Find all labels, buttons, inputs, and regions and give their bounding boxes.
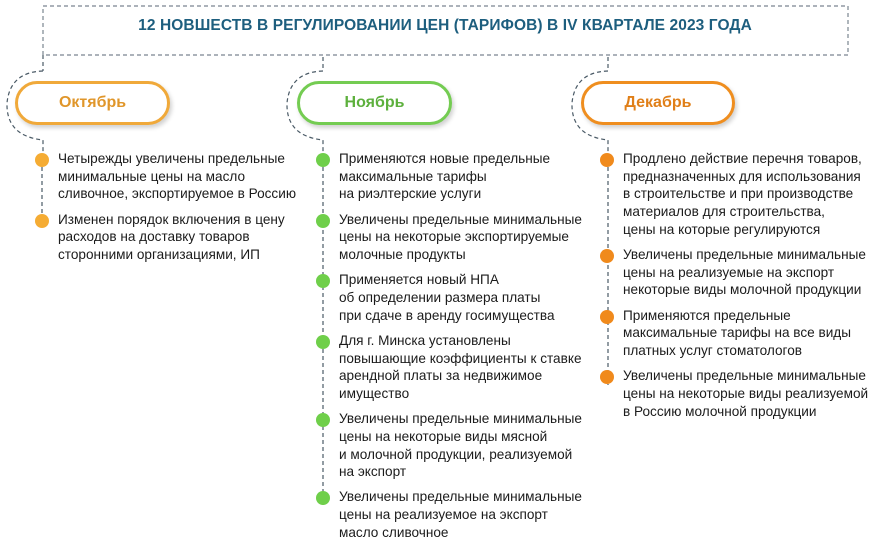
item-text: цены на некоторые виды реализуемой [623, 385, 869, 401]
item-text: цены на некоторые экспортируемые [339, 229, 569, 245]
item-text: Увеличены предельные минимальные [339, 489, 582, 505]
item-text: масло сливочное [339, 524, 449, 540]
item-text: Четырежды увеличены предельные [58, 151, 285, 166]
item-text: максимальные тарифы [339, 168, 487, 184]
item-text: повышающие коэффициенты к ставке [339, 350, 582, 366]
item-text: имущество [339, 385, 410, 401]
item-text: материалов для строительства, [623, 204, 825, 220]
list-item [600, 307, 886, 360]
item-text: Применяется новый НПА [339, 272, 499, 288]
item-text: об определении размера платы [339, 289, 541, 305]
bullet-dot-icon [316, 335, 330, 349]
item-text: Изменен порядок включения в цену [58, 211, 285, 227]
item-text: Увеличены предельные минимальные [339, 411, 582, 427]
bullet-dot-icon [316, 413, 330, 427]
item-text: Применяются новые предельные [339, 151, 551, 166]
item-text: на риэлтерские услуги [339, 186, 482, 202]
bullet-dot-icon [600, 153, 614, 167]
page-title: 12 НОВШЕСТВ В РЕГУЛИРОВАНИИ ЦЕН (ТАРИФОВ) В IV КВАРТАЛЕ 2023 ГОДА [138, 17, 752, 34]
month-pill-november: Ноябрь [297, 81, 452, 125]
bullet-dot-icon [316, 153, 330, 167]
list-item [600, 367, 886, 420]
item-text: в Россию молочной продукции [623, 403, 817, 419]
item-text: максимальные тарифы на все виды [623, 325, 852, 341]
item-text: сторонними организациями, ИП [58, 247, 260, 263]
list-item [600, 246, 886, 299]
list-item [316, 271, 596, 324]
item-text: при сдаче в аренду госимущества [339, 307, 555, 323]
list-item [600, 150, 886, 239]
item-text: и молочной продукции, реализуемой [339, 446, 573, 462]
october-list [35, 150, 295, 271]
list-item [316, 410, 596, 481]
item-text: цены на реализуемое на экспорт [339, 507, 548, 523]
item-text: Продлено действие перечня товаров, [623, 151, 862, 166]
item-text: минимальные цены на масло [58, 168, 246, 184]
bullet-dot-icon [35, 153, 49, 167]
item-text: Применяются предельные [623, 307, 791, 323]
item-text: арендной платы за недвижимое [339, 368, 543, 384]
item-text: в строительстве и при производстве [623, 186, 854, 202]
list-item [316, 332, 596, 403]
list-item [35, 211, 295, 264]
bullet-dot-icon [316, 274, 330, 288]
december-list [600, 150, 886, 428]
bullet-dot-icon [600, 249, 614, 263]
item-text: Увеличены предельные минимальные [339, 211, 582, 227]
item-text: некоторые виды молочной продукции [623, 282, 862, 298]
bullet-dot-icon [35, 214, 49, 228]
item-text: сливочное, экспортируемое в Россию [58, 186, 297, 202]
bullet-dot-icon [600, 310, 614, 324]
item-text: предназначенных для использования [623, 168, 861, 184]
item-text: цены на некоторые виды мясной [339, 428, 548, 444]
list-item [316, 150, 596, 203]
list-item [316, 488, 596, 541]
month-pill-october: Октябрь [15, 81, 170, 125]
november-list [316, 150, 596, 549]
bullet-dot-icon [316, 491, 330, 505]
item-text: цены на реализуемые на экспорт [623, 264, 835, 280]
item-text: расходов на доставку товаров [58, 229, 250, 245]
list-item [316, 211, 596, 264]
item-text: на экспорт [339, 464, 407, 480]
list-item [35, 150, 295, 203]
item-text: Увеличены предельные минимальные [623, 368, 866, 384]
item-text: цены на которые регулируются [623, 221, 821, 237]
item-text: платных услуг стоматологов [623, 343, 802, 359]
bullet-dot-icon [600, 370, 614, 384]
month-pill-december: Декабрь [581, 81, 735, 125]
item-text: Для г. Минска установлены [339, 332, 511, 348]
bullet-dot-icon [316, 214, 330, 228]
item-text: молочные продукты [339, 247, 466, 263]
item-text: Увеличены предельные минимальные [623, 247, 866, 263]
